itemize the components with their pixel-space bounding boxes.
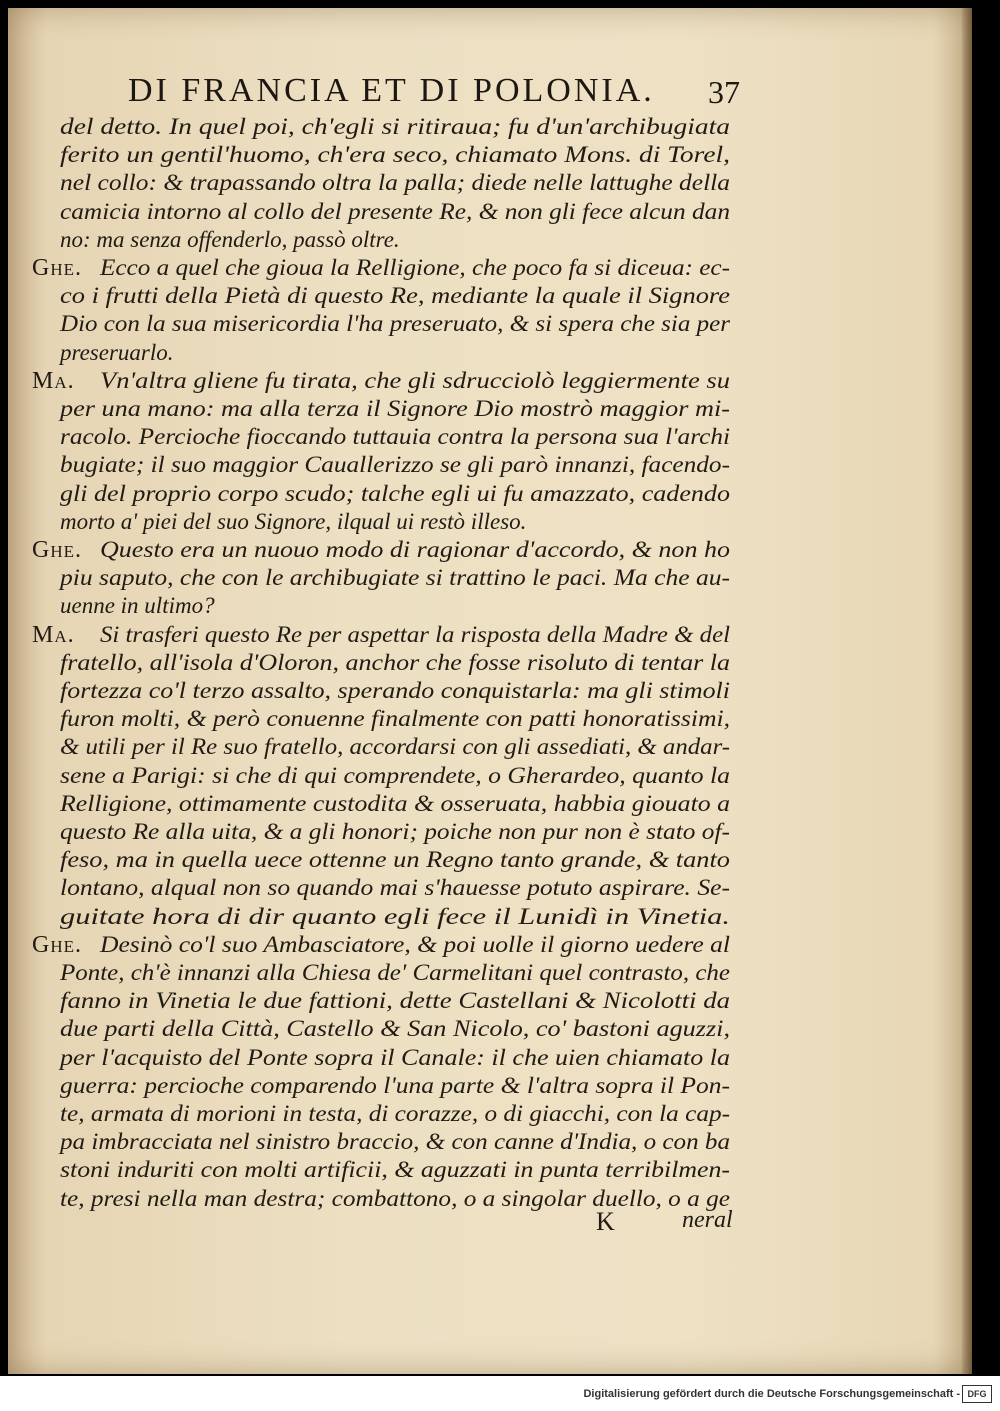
text-line: questo Re alla uita, & a gli honori; poiche non pur non è stato of- <box>60 819 730 844</box>
running-head: DI FRANCIA ET DI POLONIA. <box>128 72 655 109</box>
page-number: 37 <box>708 74 740 110</box>
speaker-label: Ma. <box>32 367 75 394</box>
text-line: ferito un gentil'huomo, ch'era seco, chiamato Mons. di Torel, <box>60 142 730 168</box>
text-line: nel collo: & trapassando oltra la palla; diede nelle lattughe della <box>60 170 730 196</box>
text-line: guerra: percioche comparendo l'una parte & l'altra sopra il Pon- <box>60 1072 730 1098</box>
text-line: fanno in Vinetia le due fattioni, dette Castellani & Nicolotti da <box>60 988 730 1014</box>
digitization-footer <box>0 1376 1000 1411</box>
text-line: Vn'altra gliene fu tirata, che gli sdrucciolò leggiermente su <box>100 367 730 393</box>
speaker-label: Ghe. <box>32 255 82 281</box>
text-line: fratello, all'isola d'Oloron, anchor che fosse risoluto di tentar la <box>60 649 730 675</box>
text-line: fortezza co'l terzo assalto, sperando conquistarla: ma gli stimoli <box>60 678 731 703</box>
text-line: preseruarlo. <box>60 339 174 365</box>
text-line: Relligione, ottimamente custodita & osseruata, habbia giouato a <box>60 790 730 816</box>
text-line: piu saputo, che con le archibugiate si trattino le paci. Ma che au- <box>60 565 730 591</box>
text-line: camicia intorno al collo del presente Re, & non gli fece alcun dan <box>60 198 730 224</box>
text-line: co i frutti della Pietà di questo Re, mediante la quale il Signore <box>60 283 730 309</box>
text-line: racolo. Percioche fioccando tuttauia contra la persona sua l'archi <box>60 424 730 450</box>
text-line: bugiate; il suo maggior Cauallerizzo se gli parò innanzi, facendo- <box>60 452 730 478</box>
speaker-label: Ma. <box>32 621 75 648</box>
text-line: Si trasferi questo Re per aspettar la risposta della Madre & del <box>100 621 730 647</box>
signature-mark: K <box>596 1207 615 1236</box>
text-line: uenne in ultimo? <box>60 593 215 619</box>
text-line: no: ma senza offenderlo, passò oltre. <box>60 226 400 252</box>
text-line: per una mano: ma alla terza il Signore Dio mostrò maggior mi- <box>60 396 730 421</box>
text-line: due parti della Città, Castello & San Nicolo, co' bastoni aguzzi, <box>60 1016 730 1042</box>
text-line: sene a Parigi: si che di qui comprendete, o Gherardeo, quanto la <box>60 762 730 788</box>
text-line: te, presi nella man destra; combattono, o a singolar duello, o a ge <box>60 1185 730 1211</box>
text-line: gli del proprio corpo scudo; talche egli ui fu amazzato, cadendo <box>60 480 730 506</box>
text-line: & utili per il Re suo fratello, accordarsi con gli assediati, & andar- <box>60 734 730 760</box>
dfg-logo: DFG <box>962 1385 992 1403</box>
text-line: Questo era un nuouo modo di ragionar d'accordo, & non ho <box>100 537 730 562</box>
text-line: Ecco a quel che gioua la Relligione, che poco fa si diceua: ec- <box>100 255 730 280</box>
text-line: del detto. In quel poi, ch'egli si ritiraua; fu d'un'archibugiata <box>60 114 730 139</box>
text-line: Desinò co'l suo Ambasciatore, & poi uolle il giorno uedere al <box>100 931 730 957</box>
text-line: Dio con la sua misericordia l'ha preseruato, & si spera che sia per <box>60 311 730 337</box>
text-line: stoni induriti con molti artificii, & aguzzati in punta terribilmen- <box>60 1157 730 1183</box>
text-line: Ponte, ch'è innanzi alla Chiesa de' Carmelitani quel contrasto, che <box>60 960 730 985</box>
funding-credit: Digitalisierung gefördert durch die Deutsche Forschungsgemeinschaft - <box>583 1388 960 1400</box>
text-line: guitate hora di dir quanto egli fece il Lunidì in Vinetia. <box>60 903 730 929</box>
text-line: lontano, alqual non so quando mai s'hauesse potuto aspirare. Se- <box>60 875 730 901</box>
catchword: neral <box>682 1207 733 1233</box>
text-line: furon molti, & però conuenne finalmente con patti honoratissimi, <box>60 706 730 732</box>
speaker-label: Ghe. <box>32 537 82 563</box>
speaker-label: Ghe. <box>32 931 82 958</box>
text-line: feso, ma in quella uece ottenne un Regno tanto grande, & tanto <box>60 847 730 873</box>
text-line: te, armata di morioni in testa, di corazze, o di giacchi, con la cap- <box>60 1101 730 1126</box>
text-line: morto a' piei del suo Signore, ilqual ui restò illeso. <box>60 508 527 534</box>
text-line: pa imbracciata nel sinistro braccio, & con canne d'India, o con ba <box>60 1129 730 1155</box>
text-line: per l'acquisto del Ponte sopra il Canale: il che uien chiamato la <box>60 1044 730 1070</box>
